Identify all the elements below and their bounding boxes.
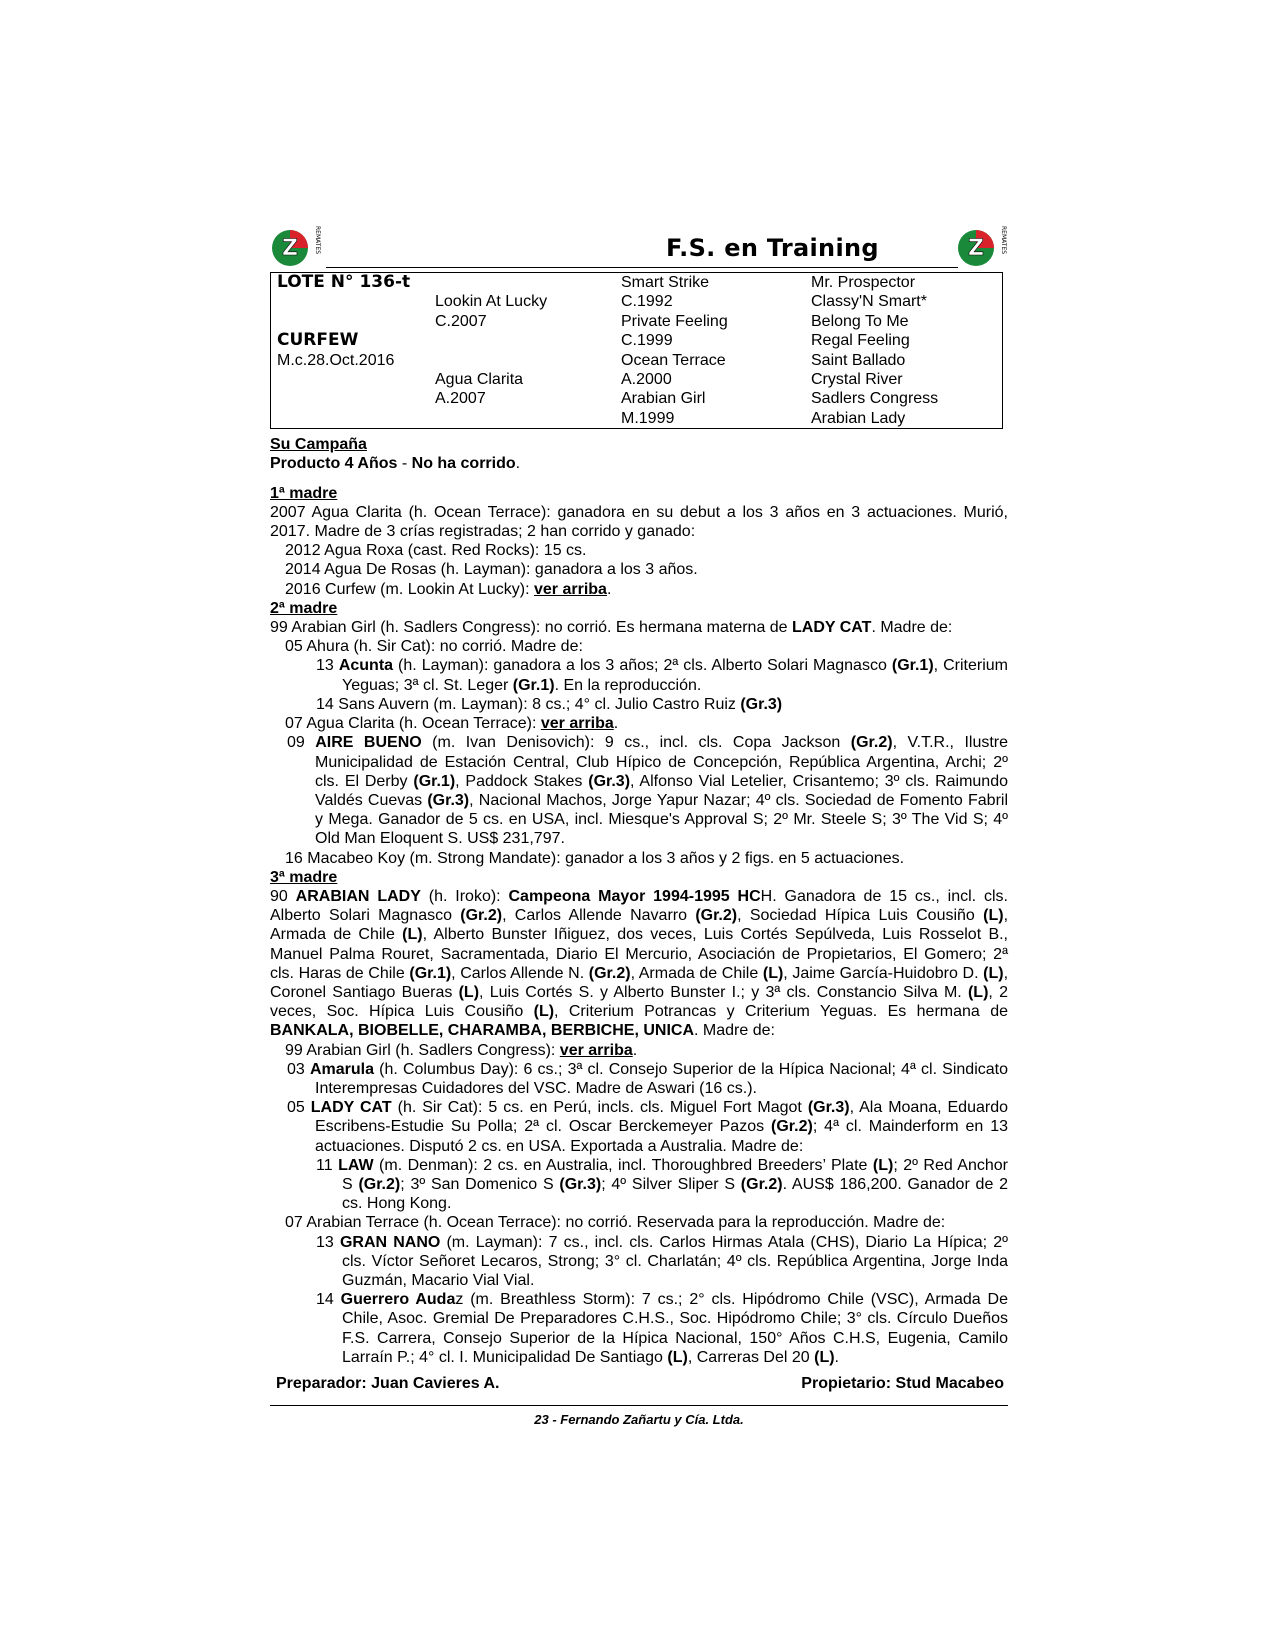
header-rule bbox=[326, 267, 958, 268]
ggs-3: Belong To Me bbox=[811, 312, 909, 330]
ver-arriba-link: ver arriba bbox=[534, 580, 607, 598]
ggs-6: Crystal River bbox=[811, 371, 903, 389]
ggs-2: Classy'N Smart* bbox=[811, 293, 927, 311]
footer-rule bbox=[270, 1405, 1008, 1406]
page-title: F.S. en Training bbox=[666, 234, 879, 262]
madre3-heading: 3ª madre bbox=[270, 868, 338, 886]
footer-credits bbox=[270, 1375, 1008, 1393]
list-item: 07 Agua Clarita (h. Ocean Terrace): ver arriba. bbox=[285, 715, 619, 733]
list-item: 13 Acunta (h. Layman): ganadora a los 3 años; 2ª cls. Alberto Solari Magnasco (Gr.1), Criterium Yeguas; 3ª cl. St. Leger (Gr.1). En la reproducción. bbox=[316, 657, 1008, 694]
madre2-heading: 2ª madre bbox=[270, 599, 338, 617]
remates-logo-right bbox=[956, 222, 1008, 268]
header bbox=[270, 222, 1008, 272]
campana-heading: Su Campaña bbox=[270, 436, 367, 454]
propietario: Propietario: Stud Macabeo bbox=[801, 1375, 1004, 1392]
list-item: 05 LADY CAT (h. Sir Cat): 5 cs. en Perú, incls. cls. Miguel Fort Magot (Gr.3), Ala Moana, Eduardo Escribens-Estudie Su Polla; 2ª cl. Oscar Berckemeyer Pazos (Gr.2); 4ª cl. Mainderform en 13 actuaciones. Disputó 2 cs. en USA. Exportada a Australia. Madre de: bbox=[287, 1099, 1009, 1155]
list-item: 13 GRAN NANO (m. Layman): 7 cs., incl. cls. Carlos Hirmas Atala (CHS), Diario La Hípica; 2º cls. Víctor Señoret Lecaros, Strong; 3° cl. Charlatán; 4º cls. República Argentina, Jorge Inda Guzmán, Macario Vial Vial. bbox=[316, 1233, 1008, 1289]
remates-logo-left bbox=[270, 222, 322, 268]
list-item: 16 Macabeo Koy (m. Strong Mandate): ganador a los 3 años y 2 figs. en 5 actuaciones. bbox=[285, 849, 905, 867]
list-item: 2016 Curfew (m. Lookin At Lucky): ver arriba. bbox=[285, 580, 612, 598]
horse-info: M.c.28.Oct.2016 bbox=[277, 351, 395, 369]
madre1-heading: 1ª madre bbox=[270, 484, 338, 502]
horse-name: CURFEW bbox=[277, 330, 359, 351]
granddam-2: Arabian Girl bbox=[621, 390, 706, 408]
list-item: 14 Sans Auvern (m. Layman): 8 cs.; 4° cl. Julio Castro Ruiz (Gr.3) bbox=[316, 695, 783, 713]
ggs-4: Regal Feeling bbox=[811, 332, 910, 350]
dam-name: Agua Clarita bbox=[435, 371, 524, 389]
list-item: 11 LAW (m. Denman): 2 cs. en Australia, incl. Thoroughbred Breeders’ Plate (L); 2º Red Anchor S (Gr.2); 3º San Domenico S (Gr.3); 4º Silver Sliper S (Gr.2). AUS$ 186,200. Ganador de 2 cs. Hong Kong. bbox=[316, 1156, 1009, 1213]
preparador: Preparador: Juan Cavieres A. bbox=[276, 1375, 500, 1392]
pedigree-table bbox=[270, 272, 1003, 429]
svg-text:REMATES: REMATES bbox=[1000, 226, 1007, 255]
ggs-8: Arabian Lady bbox=[811, 409, 906, 427]
lote-number: LOTE N° 136-t bbox=[277, 272, 411, 292]
list-item: 2014 Agua De Rosas (h. Layman): ganadora a los 3 años. bbox=[285, 561, 698, 579]
ggs-1: Mr. Prospector bbox=[811, 274, 916, 291]
madre1-intro: 2007 Agua Clarita (h. Ocean Terrace): ganadora en su debut a los 3 años en 3 actuaciones. Murió, 2017. Madre de 3 crías registradas; 2 han corrido y ganado: bbox=[270, 503, 1008, 541]
page-footer: 23 - Fernando Zañartu y Cía. Ltda. bbox=[534, 1412, 744, 1427]
sire-info: C.2007 bbox=[435, 312, 487, 330]
ggs-5: Saint Ballado bbox=[811, 351, 906, 369]
madre3-intro: 90 ARABIAN LADY (h. Iroko): Campeona Mayor 1994-1995 HCH. Ganadora de 15 cs., incl. cls. Alberto Solari Magnasco (Gr.2), Carlos Allende Navarro (Gr.2), Sociedad Hípica Luis Cousiño (L), Armada de Chile (L), Alberto Bunster Iñiguez, dos veces, Luis Cortés Sepúlveda, Luis Rosselot B., Manuel Palma Rouret, Sacramentada, Diario El Mercurio, Asociación de Propietarios, El Gomero; 2ª cls. Haras de Chile (Gr.1), Carlos Allende N. (Gr.2), Armada de Chile (L), Jaime García-Huidobro D. (L), Coronel Santiago Bueras (L), Luis Cortés S. y Alberto Bunster I.; y 3ª cls. Constancio Silva M. (L), 2 veces, Soc. Hípica Luis Cousiño (L), Criterium Potrancas y Criterium Yeguas. Es hermana de BANKALA, BIOBELLE, CHARAMBA, BERBICHE, UNICA. Madre de: bbox=[270, 887, 1009, 1040]
list-item: 09 AIRE BUENO (m. Ivan Denisovich): 9 cs., incl. cls. Copa Jackson (Gr.2), V.T.R., Ilustre Municipalidad de Estación Central, Club Hípico de Concepción, República Argentina, Archi; 2º cls. El Derby (Gr.1), Paddock Stakes (Gr.3), Alfonso Vial Letelier, Crisantemo; 3º cls. Raimundo Valdés Cuevas (Gr.3), Nacional Machos, Jorge Yapur Nazar; 4º cls. Sociedad de Fomento Fabril y Mega. Ganador de 5 cs. en USA, incl. Miesque's Approval S; 2º Mr. Steele S; 3º The Vid S; 4º Old Man Eloquent S. US$ 231,797. bbox=[287, 734, 1009, 848]
grandsire-2: Private Feeling bbox=[621, 312, 728, 330]
svg-text:Z: Z bbox=[968, 236, 984, 261]
list-item: 99 Arabian Girl (h. Sadlers Congress): ver arriba. bbox=[285, 1041, 638, 1059]
list-item: 07 Arabian Terrace (h. Ocean Terrace): no corrió. Reservada para la reproducción. Madre de: bbox=[285, 1214, 946, 1232]
granddam-1: Ocean Terrace bbox=[621, 351, 726, 369]
svg-text:Z: Z bbox=[282, 236, 298, 261]
list-item: 2012 Agua Roxa (cast. Red Rocks): 15 cs. bbox=[285, 542, 587, 560]
granddam-2-info: M.1999 bbox=[621, 409, 675, 427]
campana-text: Producto 4 Años - No ha corrido. bbox=[270, 455, 521, 473]
list-item: 03 Amarula (h. Columbus Day): 6 cs.; 3ª cl. Consejo Superior de la Hípica Nacional; 4ª cl. Sindicato Interempresas Cuidadores del VSC. Madre de Aswari (16 cs.). bbox=[287, 1060, 1008, 1097]
granddam-1-info: A.2000 bbox=[621, 371, 672, 389]
sire-name: Lookin At Lucky bbox=[435, 293, 548, 311]
grandsire-2-info: C.1999 bbox=[621, 332, 673, 350]
grandsire-1: Smart Strike bbox=[621, 274, 710, 291]
dam-info: A.2007 bbox=[435, 390, 486, 408]
madre2-intro: 99 Arabian Girl (h. Sadlers Congress): no corrió. Es hermana materna de LADY CAT. Madre de: bbox=[270, 619, 953, 637]
list-item: 14 Guerrero Audaz (m. Breathless Storm): 7 cs.; 2° cls. Hipódromo Chile (VSC), Armada De Chile, Asoc. Gremial De Preparadores C.H.S., Soc. Hipódromo Chile; 3° cls. Círculo Dueños F.S. Carrera, Consejo Superior de la Hípica Nacional, 150° Años C.H.S, Eugenia, Camilo Larraín P.; 4° cl. I. Municipalidad De Santiago (L), Carreras Del 20 (L). bbox=[316, 1291, 1008, 1366]
list-item: 05 Ahura (h. Sir Cat): no corrió. Madre de: bbox=[285, 638, 583, 656]
document-page bbox=[270, 222, 1008, 1427]
grandsire-1-info: C.1992 bbox=[621, 293, 673, 311]
svg-text:REMATES: REMATES bbox=[314, 226, 321, 255]
ggs-7: Sadlers Congress bbox=[811, 390, 939, 408]
document-body bbox=[270, 435, 1008, 1367]
